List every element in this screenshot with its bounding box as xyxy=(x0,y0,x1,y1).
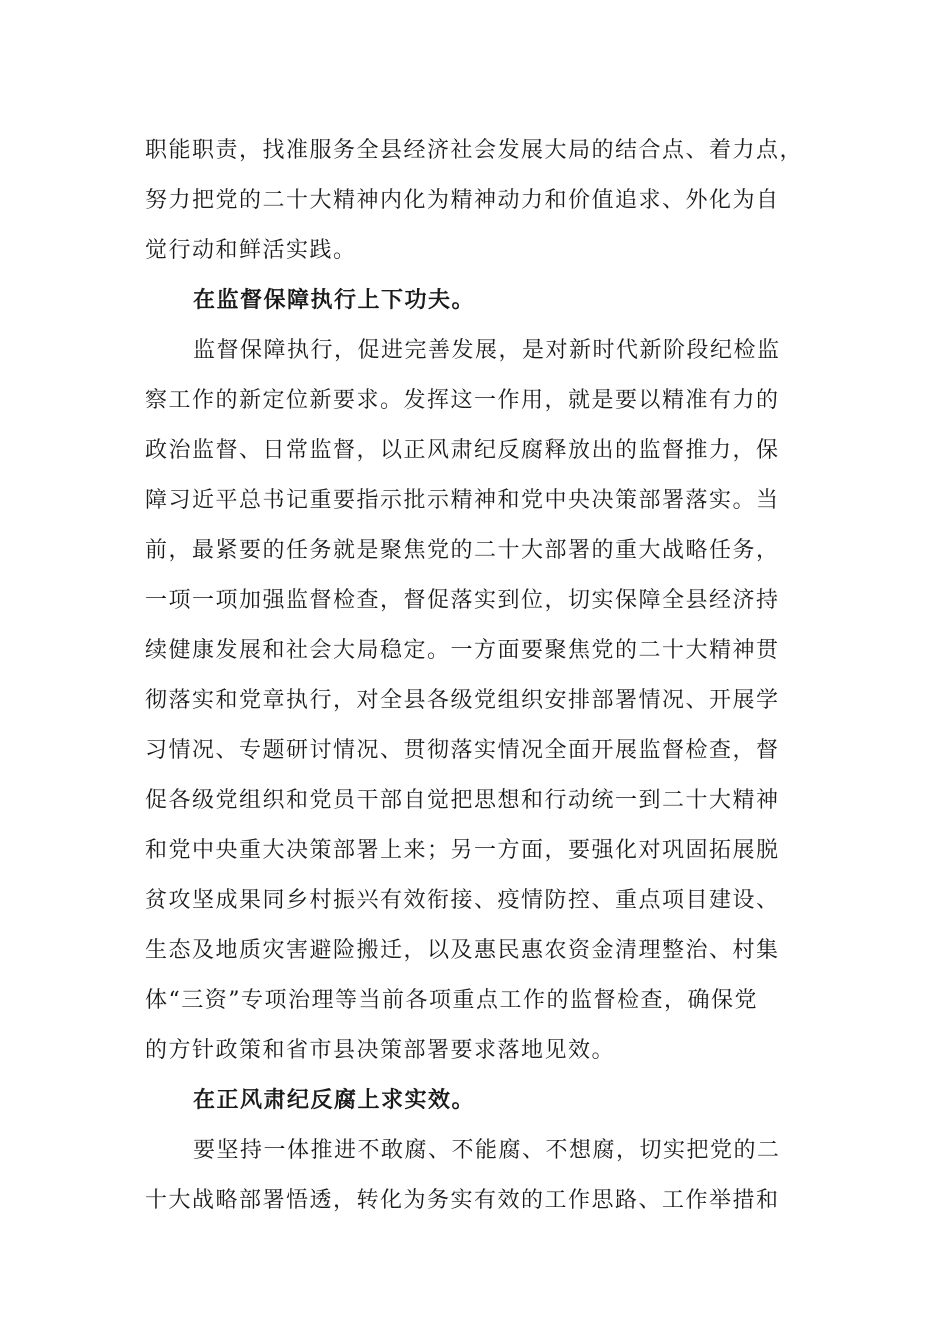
paragraph-2-line-2: 察工作的新定位新要求。发挥这一作用，就是要以精准有力的 xyxy=(145,388,780,413)
paragraph-1-line-2: 努力把党的二十大精神内化为精神动力和价值追求、外化为自 xyxy=(145,188,780,213)
paragraph-2-line-8: 彻落实和党章执行，对全县各级党组织安排部署情况、开展学 xyxy=(145,688,780,713)
paragraph-2-line-9: 习情况、专题研讨情况、贯彻落实情况全面开展监督检查，督 xyxy=(145,738,780,763)
paragraph-3-line-2: 十大战略部署悟透，转化为务实有效的工作思路、工作举措和 xyxy=(145,1188,780,1213)
section-heading-anticorruption: 在正风肃纪反腐上求实效。 xyxy=(193,1088,476,1113)
paragraph-2-line-10: 促各级党组织和党员干部自觉把思想和行动统一到二十大精神 xyxy=(145,788,780,813)
paragraph-2-line-3: 政治监督、日常监督，以正风肃纪反腐释放出的监督推力，保 xyxy=(145,438,780,463)
paragraph-2-line-12: 贫攻坚成果同乡村振兴有效衔接、疫情防控、重点项目建设、 xyxy=(145,888,780,913)
paragraph-2-line-13: 生态及地质灾害避险搬迁，以及惠民惠农资金清理整治、村集 xyxy=(145,938,780,963)
paragraph-2-line-1: 监督保障执行，促进完善发展，是对新时代新阶段纪检监 xyxy=(193,338,781,363)
paragraph-2-line-11: 和党中央重大决策部署上来；另一方面，要强化对巩固拓展脱 xyxy=(145,838,780,863)
paragraph-1-line-3: 觉行动和鲜活实践。 xyxy=(145,238,357,263)
paragraph-2-line-7: 续健康发展和社会大局稳定。一方面要聚焦党的二十大精神贯 xyxy=(145,638,780,663)
paragraph-2-line-15: 的方针政策和省市县决策部署要求落地见效。 xyxy=(145,1038,616,1063)
paragraph-3-line-1: 要坚持一体推进不敢腐、不能腐、不想腐，切实把党的二 xyxy=(193,1138,781,1163)
paragraph-2-line-5: 前，最紧要的任务就是聚焦党的二十大部署的重大战略任务， xyxy=(145,538,780,563)
section-heading-supervision: 在监督保障执行上下功夫。 xyxy=(193,288,476,313)
paragraph-1-line-1: 职能职责，找准服务全县经济社会发展大局的结合点、着力点， xyxy=(145,138,804,163)
paragraph-2-line-4: 障习近平总书记重要指示批示精神和党中央决策部署落实。当 xyxy=(145,488,780,513)
paragraph-2-line-6: 一项一项加强监督检查，督促落实到位，切实保障全县经济持 xyxy=(145,588,780,613)
paragraph-2-line-14: 体“三资”专项治理等当前各项重点工作的监督检查，确保党 xyxy=(145,988,758,1013)
